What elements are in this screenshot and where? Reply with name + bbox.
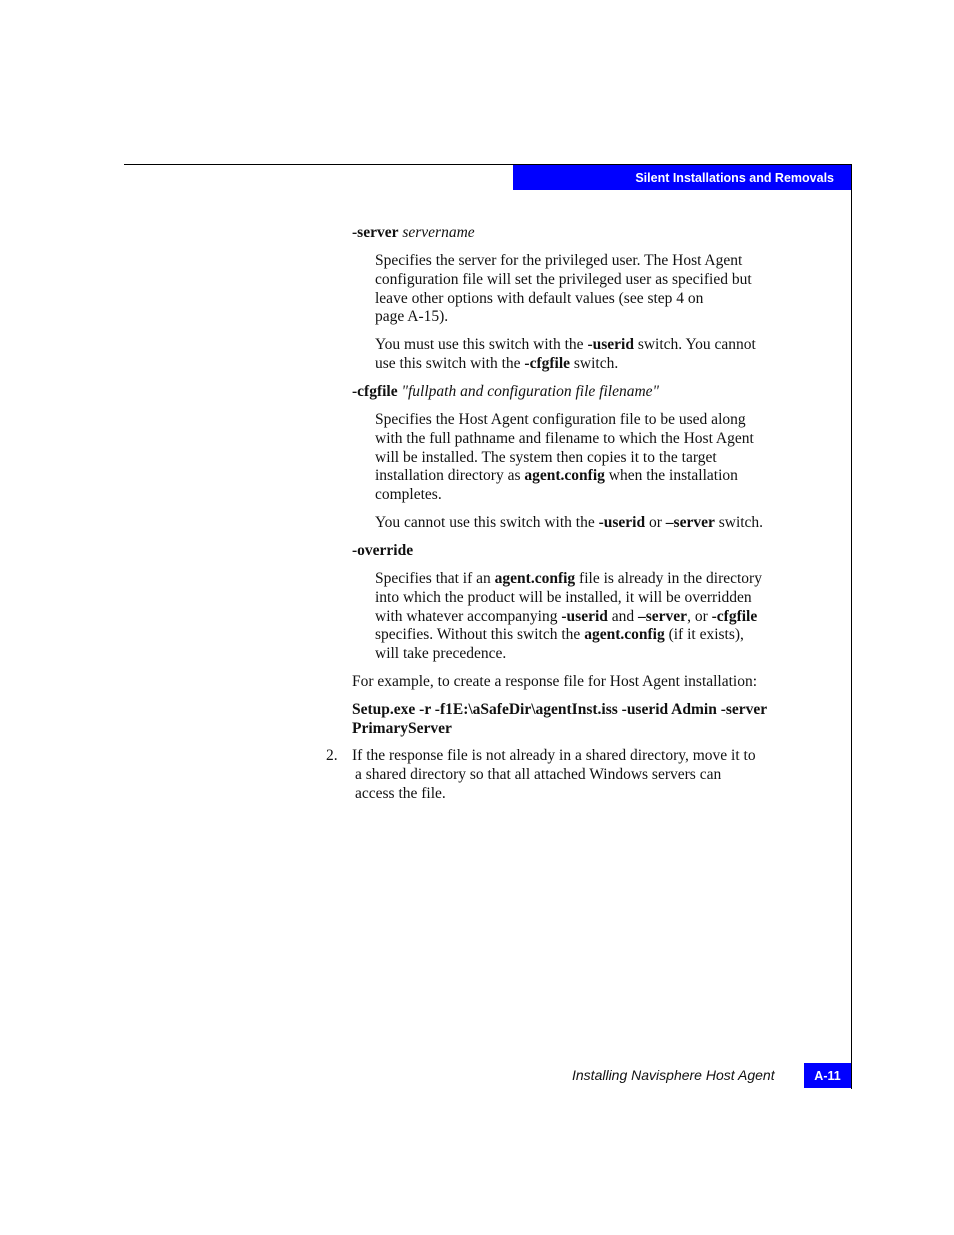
server-desc-1: Specifies the server for the privileged user. The Host Agent configuration file will set the privileged user as specified but leave other options with default values (see step 4 on page A-15).: [375, 252, 752, 326]
example-intro: For example, to create a response file for Host Agent installation:: [352, 673, 758, 690]
example-command: Setup.exe -r -f1E:\aSafeDir\agentInst.iss -userid Admin -server PrimaryServer: [352, 701, 768, 737]
cfgfile-desc-1: Specifies the Host Agent configuration file to be used along with the full pathname and filename to which the Host Agent will be installed. The system then copies it to the target installation directory as agent.config when the installation completes.: [375, 411, 754, 504]
section-title: Silent Installations and Removals: [635, 170, 834, 185]
section-header: [513, 165, 851, 190]
step-2-text: If the response file is not already in a shared directory, move it to a shared directory so that all attached Windows servers can access the file.: [352, 747, 756, 802]
override-switch-term: -override: [352, 542, 414, 559]
override-desc: Specifies that if an agent.config file is already in the directory into which the product will be installed, it will be overridden with whatever accompanying -userid and –server, or -cfgfile specifies. Without this switch the agent.config (if it exists), will take precedence.: [375, 570, 762, 663]
server-switch-term: -server servername: [352, 224, 475, 241]
cfgfile-switch-term: -cfgfile "fullpath and configuration file filename": [352, 383, 660, 400]
server-desc-2: You must use this switch with the -userid switch. You cannot use this switch with the -cfgfile switch.: [375, 336, 756, 372]
page-number: A-11: [814, 1068, 841, 1083]
cfgfile-desc-2: You cannot use this switch with the -userid or –server switch.: [375, 514, 764, 531]
page-side-rule: [851, 164, 852, 1089]
footer-chapter-title: Installing Navisphere Host Agent: [572, 1067, 775, 1083]
page-number-badge: [804, 1063, 851, 1088]
step-2-number: 2.: [326, 747, 338, 764]
